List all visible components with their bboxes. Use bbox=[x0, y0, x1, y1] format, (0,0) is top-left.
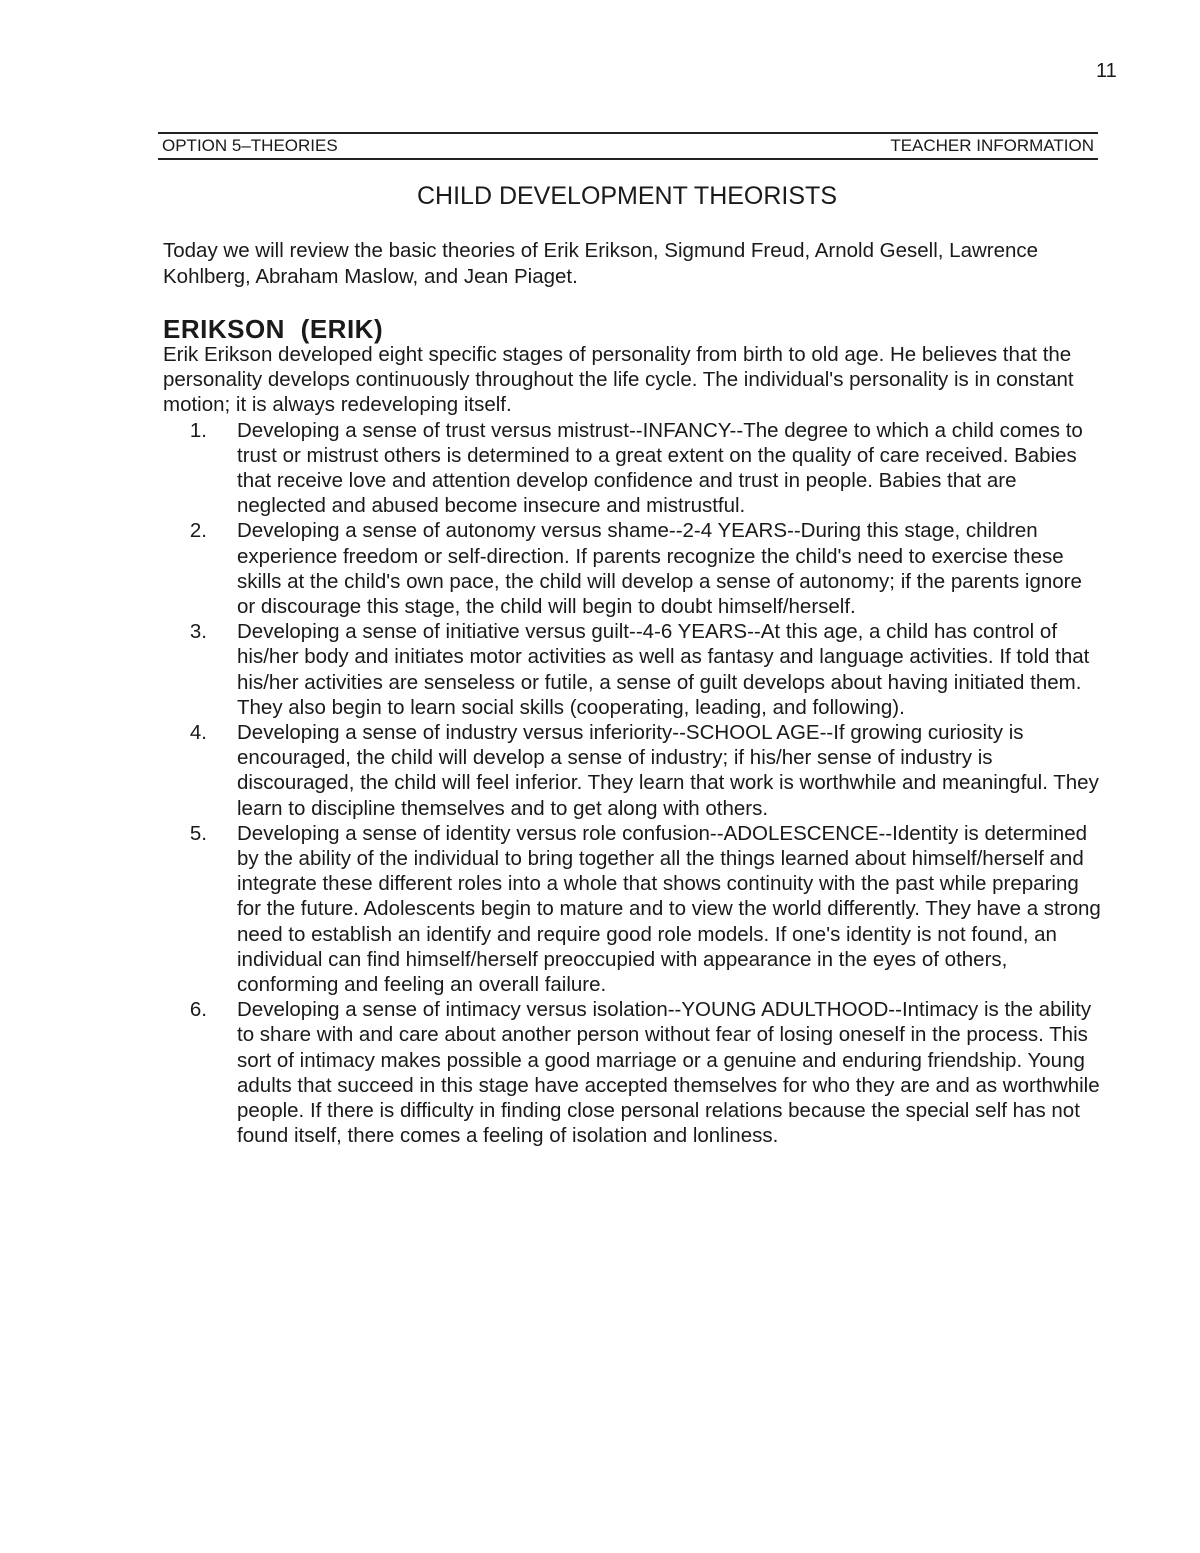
stage-number: 4. bbox=[189, 721, 207, 745]
stage-item bbox=[163, 720, 1103, 821]
stage-number: 3. bbox=[189, 620, 207, 644]
running-header bbox=[158, 132, 1098, 160]
stage-number: 1. bbox=[189, 418, 207, 442]
erikson-stage-list bbox=[163, 418, 1103, 1149]
stage-item bbox=[163, 619, 1103, 720]
stage-item bbox=[163, 518, 1103, 619]
stage-text: Developing a sense of identity versus role confusion--ADOLESCENCE--Identity is determined by the ability of the individual to bring together all the things learned about himself/herself and integrate these different roles into a whole that shows continuity with the past while preparing for the future. Adolescents begin to mature and to view the world differently. They have a strong need to establish an identify and require good role models. If one's identity is not found, an individual can find himself/herself preoccupied with appearance in the eyes of others, conforming and feeling an overall failure. bbox=[237, 821, 1101, 997]
stage-number: 2. bbox=[189, 519, 207, 543]
erikson-heading: ERIKSON (ERIK) bbox=[163, 314, 384, 344]
document-title: CHILD DEVELOPMENT THEORISTS bbox=[417, 182, 837, 210]
stage-item bbox=[163, 997, 1103, 1148]
erikson-intro-paragraph: Erik Erikson developed eight specific stages of personality from birth to old age. He believes that the personality develops continuously throughout the life cycle. The individual's personality is in constant motion; it is always redeveloping itself. bbox=[163, 343, 1074, 417]
stage-item bbox=[163, 821, 1103, 997]
stage-item bbox=[163, 418, 1103, 519]
intro-paragraph: Today we will review the basic theories of Erik Erikson, Sigmund Freud, Arnold Gesell, Lawrence Kohlberg, Abraham Maslow, and Jean Piaget. bbox=[163, 239, 1039, 288]
stage-text: Developing a sense of initiative versus guilt--4-6 YEARS--At this age, a child has control of his/her body and initiates motor activities as well as fantasy and language activities. If told that his/her activities are senseless or futile, a sense of guilt develops about having initiated them. They also begin to learn social skills (cooperating, leading, and following). bbox=[237, 620, 1090, 719]
stage-text: Developing a sense of industry versus inferiority--SCHOOL AGE--If growing curiosity is encouraged, the child will develop a sense of industry; if his/her sense of industry is discouraged, the child will feel inferior. They learn that work is worthwhile and meaningful. They learn to discipline themselves and to get along with others. bbox=[237, 721, 1099, 820]
header-option-label: OPTION 5–THEORIES bbox=[162, 136, 338, 155]
stage-text: Developing a sense of trust versus mistrust--INFANCY--The degree to which a child comes to trust or mistrust others is determined to a great extent on the quality of care received. Babies that receive love and attention develop confidence and trust in people. Babies that are neglected and abused become insecure and mistrustful. bbox=[237, 418, 1083, 518]
stage-number: 6. bbox=[189, 998, 207, 1022]
page-number: 11 bbox=[1096, 60, 1117, 82]
stage-text: Developing a sense of autonomy versus shame--2-4 YEARS--During this stage, children experience freedom or self-direction. If parents recognize the child's need to exercise these skills at the child's own pace, the child will develop a sense of autonomy; if the parents ignore or discourage this stage, the child will begin to doubt himself/herself. bbox=[237, 519, 1082, 619]
erikson-section bbox=[163, 342, 1103, 1149]
header-teacher-info-label: TEACHER INFORMATION bbox=[890, 136, 1094, 155]
stage-text: Developing a sense of intimacy versus isolation--YOUNG ADULTHOOD--Intimacy is the ability to share with and care about another person without fear of losing oneself in the process. This sort of intimacy makes possible a good marriage or a genuine and enduring friendship. Young adults that succeed in this stage have accepted themselves for who they are and as worthwhile people. If there is difficulty in finding close personal relations because the special self has not found itself, there comes a feeling of isolation and lonliness. bbox=[237, 998, 1100, 1148]
stage-number: 5. bbox=[189, 821, 207, 845]
